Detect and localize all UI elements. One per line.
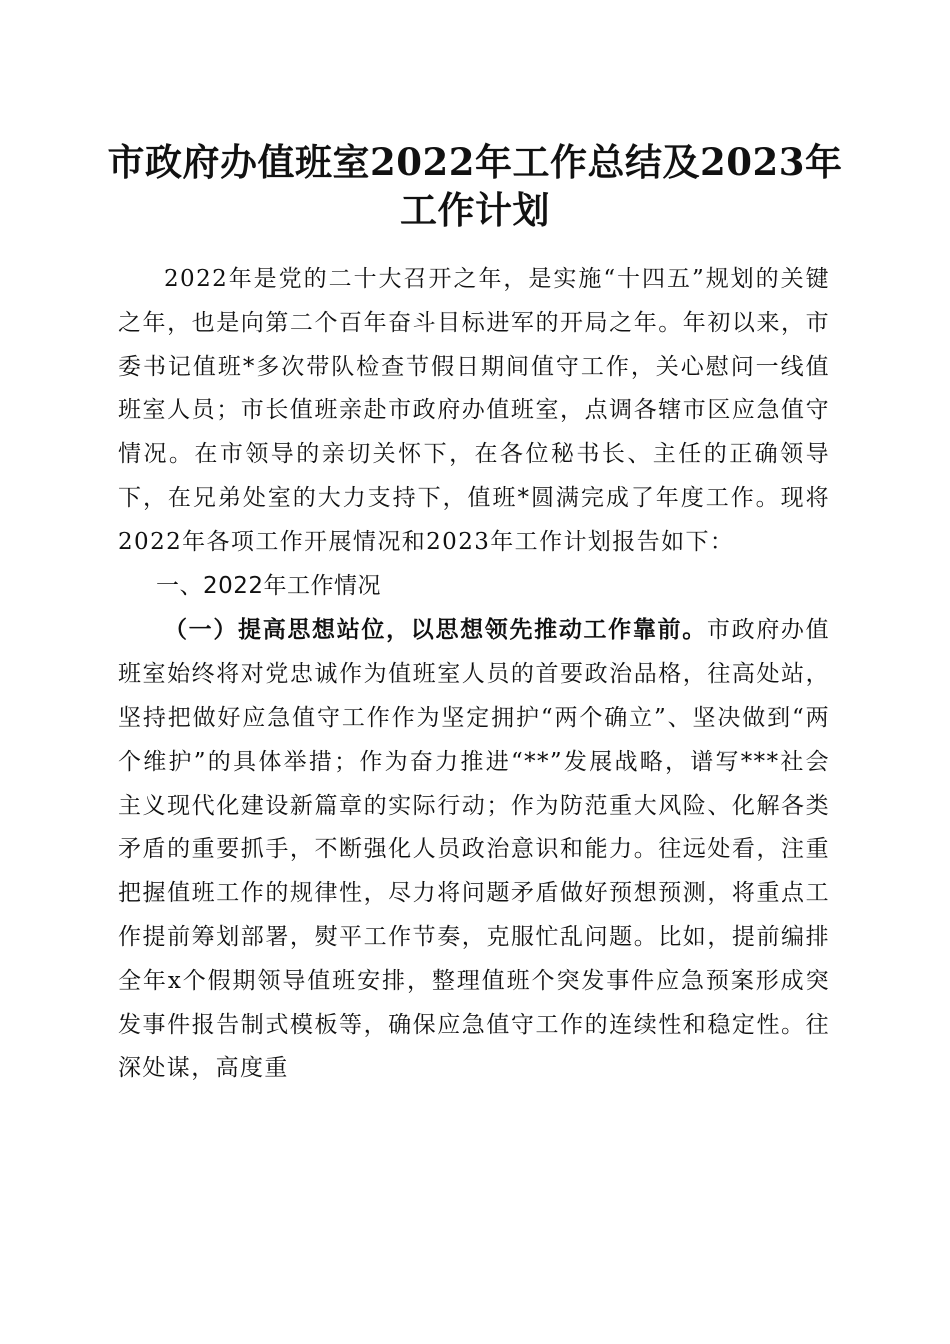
subsection-text: 市政府办值班室始终将对党忠诚作为值班室人员的首要政治品格，往高处站，坚持把做好应急值守工作作为坚定拥护“两个确立”、坚决做到“两个维护”的具体举措；作为奋力推进“**”发展战略，谱写***社会主义现代化建设新篇章的实际行动；作为防范重大风险、化解各类矛盾的重要抓手，不断强化人员政治意识和能力。往远处看，注重把握值班工作的规律性，尽力将问题矛盾做好预想预测，将重点工作提前筹划部署，熨平工作节奏，克服忙乱问题。比如，提前编排全年x个假期领导值班安排，整理值班个突发事件应急预案形成突发事件报告制式模板等，确保应急值守工作的连续性和稳定性。往深处谋，高度重: [118, 617, 830, 1082]
subsection-paragraph: [118, 608, 830, 1091]
subsection-lead: （一）提高思想站位，以思想领先推动工作靠前。: [164, 616, 707, 644]
section-heading: 一、2022年工作情况: [156, 572, 382, 599]
document-title: 市政府办值班室2022年工作总结及2023年工作计划: [107, 140, 843, 232]
document-body: [118, 258, 830, 1091]
intro-paragraph: 2022年是党的二十大召开之年，是实施“十四五”规划的关键之年，也是向第二个百年奋斗目标进军的开局之年。年初以来，市委书记值班*多次带队检查节假日期间值守工作，关心慰问一线值班室人员；市长值班亲赴市政府办值班室，点调各辖市区应急值守情况。在市领导的亲切关怀下，在各位秘书长、主任的正确领导下，在兄弟处室的大力支持下，值班*圆满完成了年度工作。现将2022年各项工作开展情况和2023年工作计划报告如下：: [118, 266, 830, 555]
